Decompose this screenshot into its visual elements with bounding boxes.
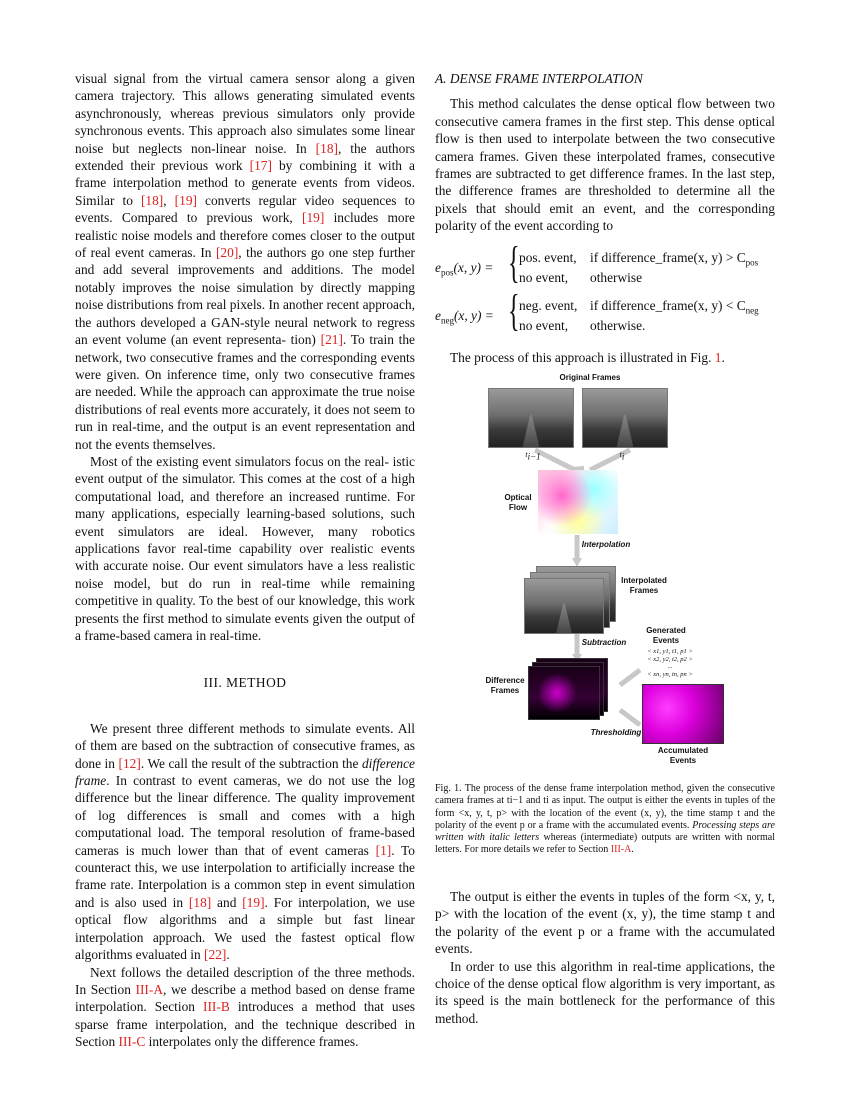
citation-link[interactable]: [18] xyxy=(315,140,338,156)
label-difference-frames: Difference Frames xyxy=(485,676,525,695)
label-generated-events: Generated Events xyxy=(646,626,686,645)
citation-link[interactable]: [1] xyxy=(375,842,392,858)
citation-link[interactable]: [12] xyxy=(118,755,141,771)
text-run: . For interpolation, we use optical flow algorithms and a simple but fast linear interpolation approach. We used the fastest optical flow algorithms evaluated in xyxy=(75,894,416,963)
equation-neg: $e_{neg}(x$, y) = { neg. event, if difference_frame(x, $y) < C_{neg}$ no event, otherwise. xyxy=(435,285,759,335)
text-run: . We call the result of the subtraction the xyxy=(140,755,362,771)
event-tuple: < x2, y2, t2, p2 > xyxy=(647,655,693,663)
citation-link[interactable]: [17] xyxy=(249,158,272,174)
brace: { xyxy=(508,285,520,335)
interp-frame-front xyxy=(524,578,604,634)
label-t-prev: $t_{i-1}$ xyxy=(525,450,541,462)
figure-1 xyxy=(480,370,750,770)
text-run: interpolates only the difference frames. xyxy=(145,1034,359,1050)
text-run: Fig. 1. The process of the dense frame interpolation method, given the consecutive camera frames at t xyxy=(435,783,775,807)
optical-flow-image xyxy=(538,470,618,534)
right-column-bottom xyxy=(435,888,775,1027)
text-run: , xyxy=(163,192,175,208)
text-run: whereas (intermediate) outputs are written with normal letters. For more details we refer to Section xyxy=(435,832,776,856)
citation-link[interactable]: III-B xyxy=(203,999,230,1015)
text-run: by combining it with a frame interpolation method to generate events from videos. Similar to xyxy=(75,158,415,208)
paragraph: The process of this approach is illustrated in Fig. 1. xyxy=(450,349,725,365)
paragraph: Most of the existing event simulators focus on the real- istic event output of the simulator. This comes at the cost of a high computational load, and therefore an increased runtime. For many applications, especially learning-based solutions, such event simulators are ideal. However, many robotics applications favor real-time capability over realistic events with accurate noise. Our event simulators have a less realistic noise model, but do run in real-time while remaining competitive in quality. To the best of our knowledge, this work presents the first method to simulate events given the output of a frame-based camera in real-time. xyxy=(75,453,415,643)
figure-caption xyxy=(435,783,775,857)
paragraph: This method calculates the dense optical flow between two consecutive camera frames in the first step. This dense optical flow is then used to interpolate between the two consecutive camera frames. Given these interpolated frames, consecutive frames are subtracted to get difference frames. In the last step, the difference frames are thresholded to determine all the pixels that should emit an event, and the corresponding polarity of the event according to xyxy=(435,96,775,234)
text-run: introduces a method that uses sparse frame interpolation, and the technique described in Section xyxy=(75,999,415,1050)
citation-link[interactable]: [19] xyxy=(242,894,265,910)
figure-link[interactable]: 1 xyxy=(714,349,722,365)
text-run: and xyxy=(211,894,243,910)
section-title: III. METHOD xyxy=(203,675,287,691)
right-column xyxy=(435,70,775,366)
event-tuple: ... xyxy=(667,663,673,670)
text-run: and t xyxy=(523,795,547,807)
citation-link[interactable]: [19] xyxy=(174,192,197,208)
citation-link[interactable]: III-C xyxy=(118,1034,146,1050)
citation-link[interactable]: [22] xyxy=(204,947,227,963)
label-subtraction: Subtraction xyxy=(581,638,627,647)
label-interpolation: Interpolation xyxy=(581,540,631,549)
events-list xyxy=(630,648,710,678)
text-run: , we describe a method based on dense frame interpolation. Section xyxy=(75,981,415,1015)
left-column xyxy=(75,70,415,1051)
label-interpolated-frames: Interpolated Frames xyxy=(621,576,667,595)
label-original-frames: Original Frames xyxy=(559,373,621,382)
emphasis: Processing steps are written with italic letters xyxy=(435,819,775,844)
brace: { xyxy=(508,237,520,287)
paragraph: In order to use this algorithm in real-time applications, the choice of the dense optical flow algorithm is very important, as its speed is the main bottleneck for the performance of this method. xyxy=(435,958,775,1026)
event-tuple: < xn, yn, tn, pn > xyxy=(647,670,693,678)
text-run: . To train the network, two consecutive frames and the corresponding events were given. On inference time, only two consecutive frames are needed. While the approach can approximate the true noise distributions of real events more accurately, it does not seem to run in real-time, and the output is an event representation and not the events themselves. xyxy=(75,332,415,452)
text-run: , the authors go one step further and add several improvements and additions. The model notably improves the noise simulation by directly mapping noise distributions from real pixels. In another recent approach, the authors developed a GAN-style neural network to regress an event volume (an event representa- tion) xyxy=(75,245,415,348)
frame-image-cur xyxy=(582,388,668,448)
text-run: . To counteract this, we use interpolation to artificially increase the frame rate. Interpolation is a common step in event simulation and is also used in xyxy=(75,842,415,910)
diff-frame-front xyxy=(528,666,600,720)
text-run: converts regular video sequences to events. Compared to previous work, xyxy=(75,192,415,226)
text-run: . In contrast to event cameras, we do not use the log difference but the linear difference. The quality improvement of log differences is small and comes with a high computational load. The temporal resolution of frame-based cameras is much lower than that of event cameras xyxy=(75,773,415,858)
text-run: , the authors extended their previous work xyxy=(75,140,415,174)
citation-link[interactable]: [20] xyxy=(215,245,239,261)
text-run: We present three different methods to simulate events. All of them are based on the subtraction of consecutive frames, as done in xyxy=(75,720,415,771)
citation-link[interactable]: [18] xyxy=(188,894,212,910)
event-tuple: < x1, y1, t1, p1 > xyxy=(647,648,693,655)
citation-link[interactable]: III-A xyxy=(610,844,632,856)
text-run: includes more realistic noise models and therefore comes closer to the output of real event cameras. In xyxy=(75,210,415,261)
text-run: Next follows the detailed description of the three methods. In Section xyxy=(75,964,415,997)
equation-block xyxy=(435,237,775,339)
citation-link[interactable]: [19] xyxy=(302,210,325,226)
subsection-title: A. DENSE FRAME INTERPOLATION xyxy=(435,71,643,86)
accumulated-events-image xyxy=(642,684,724,744)
citation-link[interactable]: III-A xyxy=(135,981,164,997)
text-run: . xyxy=(631,844,634,856)
label-t-cur: $t_i$ xyxy=(619,450,625,462)
paragraph xyxy=(75,70,415,453)
emphasis: difference frame xyxy=(75,755,415,789)
paragraph: The output is either the events in tuples of the form <x, y, t, p> with the location of the event (x, y), the time stamp t and the polarity of the event p or a frame with the accumulated events. xyxy=(435,889,775,957)
citation-link[interactable]: [18] xyxy=(140,192,164,208)
paragraph xyxy=(75,964,415,1051)
text-run: as input. The output is either the events in tuples of the form <x, y, t, p> with the location of the event (x, y), the time stamp t and the polarity of the event p or a frame with the accumulated events. xyxy=(435,795,776,831)
citation-link[interactable]: [21] xyxy=(320,332,343,348)
text-run: . xyxy=(226,947,230,963)
label-accumulated-events: Accumulated Events xyxy=(657,746,709,765)
frame-image-prev xyxy=(488,388,574,448)
text-run: i−1 xyxy=(509,795,524,807)
equation-pos: $e_{pos}(x$, y) = { pos. event, if difference_frame(x, $y) > C_{pos}$ no event, otherwise xyxy=(435,237,759,287)
label-thresholding: Thresholding xyxy=(590,728,642,737)
text-run: visual signal from the virtual camera sensor along a given camera trajectory. This allows generating simulated events asynchronously, whereas previous simulators only provide synchronous events. This approach also simulates some linear noise but neglects non-linear noise. In xyxy=(75,71,415,156)
paragraph xyxy=(75,720,415,964)
label-optical-flow: Optical Flow xyxy=(504,493,532,512)
text-run: i xyxy=(546,795,549,807)
